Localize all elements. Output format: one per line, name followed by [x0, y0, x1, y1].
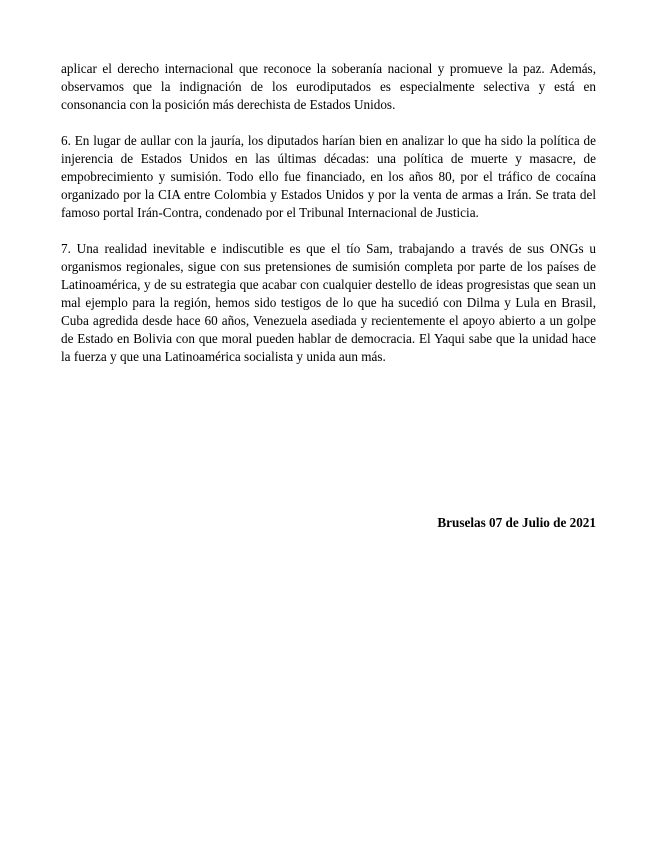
paragraph-continuation: aplicar el derecho internacional que reconoce la soberanía nacional y promueve la paz. Además, observamos que la indignación de los eurodiputados es especialmente selectiva y está en consonancia con la posición más derechista de Estados Unidos.	[61, 61, 596, 112]
paragraph-point-7: 7. Una realidad inevitable e indiscutible es que el tío Sam, trabajando a través de sus ONGs u organismos regionales, sigue con sus pretensiones de sumisión completa por parte de los países de Latinoamérica, y de su estrategia que acabar con cualquier destello de ideas progresistas que sean un mal ejemplo para la región, hemos sido testigos de lo que ha sucedió con Dilma y Lula en Brasil, Cuba agredida desde hace 60 años, Venezuela asediada y recientemente el apoyo abierto a un golpe de Estado en Bolivia con que moral pueden hablar de democracia. El Yaqui sabe que la unidad hace la fuerza y que una Latinoamérica socialista y unida aun más.	[61, 241, 596, 364]
paragraph-point-6: 6. En lugar de aullar con la jauría, los diputados harían bien en analizar lo que ha sido la política de injerencia de Estados Unidos en las últimas décadas: una política de muerte y masacre, de empobrecimiento y sumisión. Todo ello fue financiado, en los años 80, por el tráfico de cocaína organizado por la CIA entre Colombia y Estados Unidos y por la venta de armas a Irán. Se trata del famoso portal Irán-Contra, condenado por el Tribunal Internacional de Justicia.	[61, 133, 596, 220]
place-date-signature: Bruselas 07 de Julio de 2021	[437, 515, 596, 530]
